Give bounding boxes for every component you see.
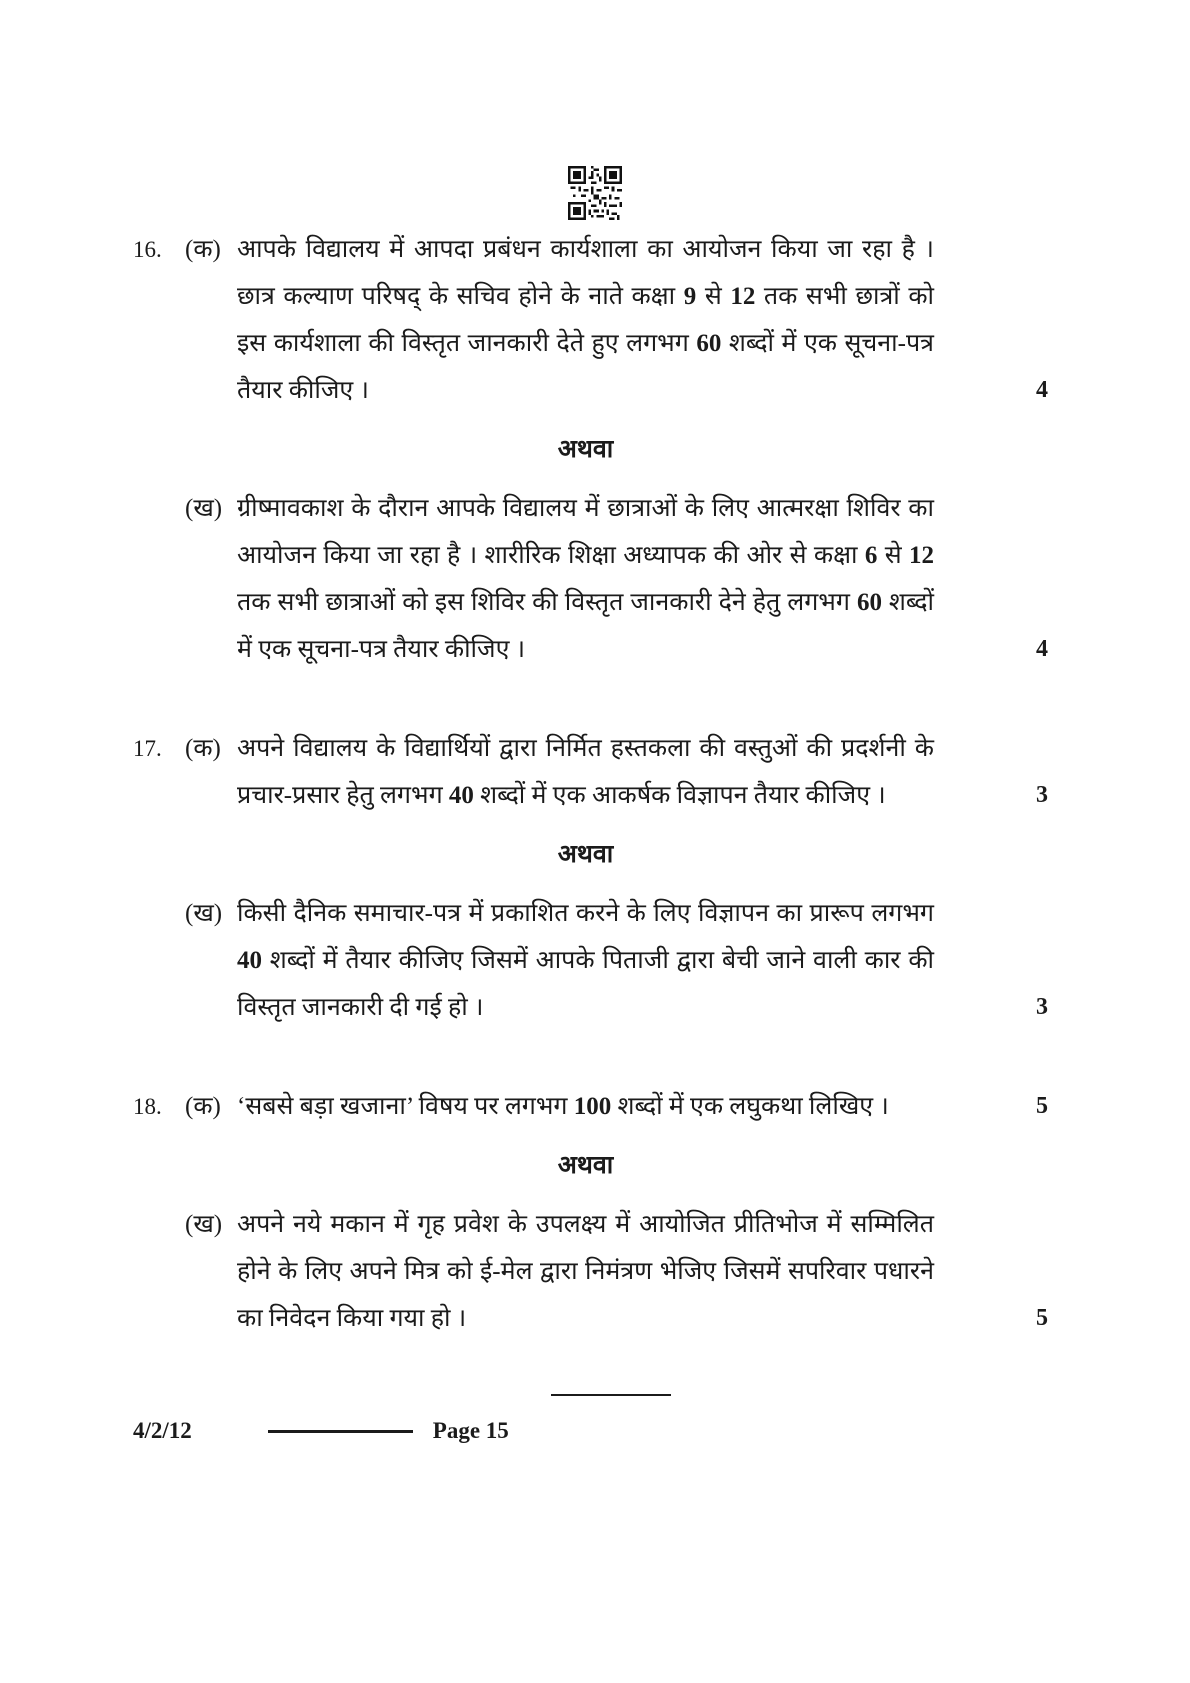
question-18-part-b bbox=[133, 1201, 1048, 1342]
question-number bbox=[133, 485, 185, 673]
qr-code-container bbox=[0, 0, 1190, 220]
question-number: 18. bbox=[133, 1094, 162, 1119]
question-17-part-a bbox=[133, 725, 1048, 819]
question-16 bbox=[133, 226, 1190, 673]
marks-value: 5 bbox=[1036, 1093, 1048, 1119]
question-text: अपने नये मकान में गृह प्रवेश के उपलक्ष्य में आयोजित प्रीतिभोज में सम्मिलित होने के लिए अपने मित्र को ई-मेल द्वारा निमंत्रण भेजिए जिसमें सपरिवार पधारने का निवेदन किया गया हो । bbox=[237, 1211, 934, 1332]
question-text: अपने विद्यालय के विद्यार्थियों द्वारा निर्मित हस्तकला की वस्तुओं की प्रदर्शनी के प्रचार-प्रसार हेतु लगभग 40 शब्दों में एक आकर्षक विज्ञापन तैयार कीजिए । bbox=[237, 735, 934, 809]
part-label: (ख) bbox=[185, 900, 223, 927]
question-text: ग्रीष्मावकाश के दौरान आपके विद्यालय में छात्राओं के लिए आत्मरक्षा शिविर का आयोजन किया जा रहा है । शारीरिक शिक्षा अध्यापक की ओर से कक्षा 6 से 12 तक सभी छात्राओं को इस शिविर की विस्तृत जानकारी देने हेतु लगभग 60 शब्दों में एक सूचना-पत्र तैयार कीजिए । bbox=[237, 495, 935, 663]
part-label: (ख) bbox=[185, 495, 223, 522]
question-number: 16. bbox=[133, 237, 162, 262]
question-text: किसी दैनिक समाचार-पत्र में प्रकाशित करने के लिए विज्ञापन का प्रारूप लगभग 40 शब्दों में तैयार कीजिए जिसमें आपके पिताजी द्वारा बेची जाने वाली कार की विस्तृत जानकारी दी गई हो । bbox=[237, 900, 934, 1021]
part-label: (ख) bbox=[185, 1211, 223, 1238]
or-separator: अथवा bbox=[557, 1152, 614, 1179]
question-16-part-a bbox=[133, 226, 1048, 414]
part-label: (क) bbox=[185, 236, 221, 263]
question-17 bbox=[133, 725, 1190, 1031]
page-number: Page 15 bbox=[432, 1418, 509, 1443]
marks-value: 4 bbox=[1036, 636, 1048, 662]
qr-code-icon bbox=[568, 166, 622, 220]
section-end-divider bbox=[551, 1394, 671, 1396]
marks-value: 5 bbox=[1036, 1305, 1048, 1331]
question-number bbox=[133, 1201, 185, 1342]
or-separator: अथवा bbox=[557, 436, 614, 463]
or-separator: अथवा bbox=[557, 841, 614, 868]
part-label: (क) bbox=[185, 735, 221, 762]
question-18-part-a bbox=[133, 1083, 1048, 1130]
marks-value: 3 bbox=[1036, 994, 1048, 1020]
question-text: ‘सबसे बड़ा खजाना’ विषय पर लगभग 100 शब्दों में एक लघुकथा लिखिए । bbox=[237, 1093, 889, 1120]
footer-rule bbox=[268, 1430, 413, 1433]
question-paper-body bbox=[0, 220, 1190, 1396]
question-text: आपके विद्यालय में आपदा प्रबंधन कार्यशाला का आयोजन किया जा रहा है । छात्र कल्याण परिषद् के सचिव होने के नाते कक्षा 9 से 12 तक सभी छात्रों को इस कार्यशाला की विस्तृत जानकारी देते हुए लगभग 60 शब्दों में एक सूचना-पत्र तैयार कीजिए । bbox=[237, 236, 934, 404]
question-number: 17. bbox=[133, 736, 162, 761]
marks-value: 4 bbox=[1036, 377, 1048, 403]
marks-value: 3 bbox=[1036, 782, 1048, 808]
part-label: (क) bbox=[185, 1093, 221, 1120]
question-18 bbox=[133, 1083, 1190, 1342]
page-footer bbox=[133, 1418, 509, 1444]
question-16-part-b bbox=[133, 485, 1048, 673]
question-17-part-b bbox=[133, 890, 1048, 1031]
paper-code: 4/2/12 bbox=[133, 1418, 192, 1443]
question-number bbox=[133, 890, 185, 1031]
